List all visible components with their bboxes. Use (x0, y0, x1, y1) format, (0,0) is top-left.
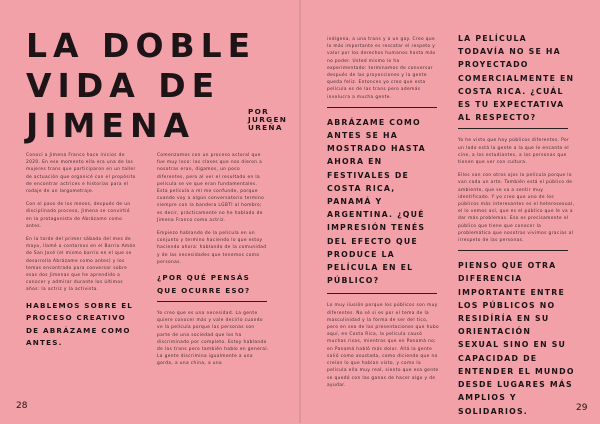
byline-por: POR (248, 107, 270, 116)
title-line-2: VIDA DE (26, 66, 221, 105)
column-3 (327, 36, 439, 395)
heading-rule (327, 107, 437, 108)
question-heading: PIENSO QUE OTRA DIFERENCIA IMPORTANTE ENTRE LOS PÚBLICOS NO RESIDÍRÍA EN SU ORIENTACIÓN SEXUAL SINO EN SU CAPACIDAD DE ENTENDER EL MUNDO DESDE LUGARES MÁS AMPLIOS Y SOLIDARIOS. (458, 261, 575, 416)
column-1 (26, 152, 136, 351)
paragraph: Yo he visto que hay públicos diferentes. Por un lado está la gente a la que le encanta el cine, a los estudiantes, a las personas que tienen que ver con cultura. (458, 138, 570, 166)
article-title (26, 26, 256, 146)
paragraph: Empiezo hablando de la película en un conjunto y termino haciendo lo que estoy haciendo ahora: hablando de la comunidad y de las necesidades que tenemos como personas. (157, 231, 267, 265)
column-2 (157, 152, 269, 374)
paragraph: Conocí a Jimena Franco hace inicios de 2020. En ese momento ella era una de las mujeres trans que participaron en un taller de actuación que organicé con el propósito de encontrar actrices e historias para el rodaje de un largometraje. (26, 153, 136, 195)
byline-first-name: JURGEN (248, 115, 288, 124)
title-line-1: LA DOBLE (26, 26, 257, 65)
paragraph: Comenzamos con un proceso actoral que fue muy loco: las clases que nos dieron a nosotras eran, digamos, un poco diferentes, pero al ver el resultado en la película se ve que eran fundamentales. Esta película a mí me confunde, porque cuando voy a algún conversatorio termino siempre con la bandera LGBTI al hombro; es decir, prácticamente no he hablado de Jimena Franco como actriz. (157, 153, 265, 223)
paragraph: Yo creo que es una necesidad. La gente quiere conocer más y vale decirlo cuando ve la película porque las personas son parte de una sociedad que los ha discriminado por completo. Estoy hablando de las trans pero también hablo en general. La gente discrimina igualmente a una gorda, a una china, a una (157, 311, 269, 367)
question-heading: ABRÁZAME COMO ANTES SE HA MOSTRADO HASTA AHORA EN FESTIVALES DE COSTA RICA, PANAMÁ Y ARGENTINA. ¿QUÉ IMPRESIÓN TENÉS DEL EFECTO QUE PRODUCE LA PELÍCULA EN EL PÚBLICO? (327, 117, 426, 286)
page-spine (299, 0, 301, 423)
paragraph: Lo muy ilusión porque los públicos son muy diferentes. No sé si es por el tema de la masculinidad y la forma de ser del tico, pero en sea de las presentaciones que hubo aquí, en Costa Rica, la película causó muchas risas, mientras que en Panamá no; en Panamá habló más dolor. Allá la gente salió como asustada, como diciendo que no creían lo que habían visto, y como la película ella muy real, siento que esa gente se quedó con las ganas de hacer algo y de ayudar. (327, 303, 440, 388)
heading-rule (327, 293, 437, 294)
paragraph: En la tarde del primer sábado del mes de mayo, llamé a contarnos en el Barrio Amón de San José (el mismo barrio en el que se desarrolla Abrázame como antes) y los temas encontrado para conversar sobre esas dos Jimenas que he aprendido a conocer y admirar durante los últimos años: la actriz y la activista. (26, 237, 136, 293)
title-line-3: JIMENA (26, 106, 196, 145)
heading-rule (458, 128, 568, 129)
byline-last-name: UREÑA (248, 123, 283, 132)
column-4 (458, 32, 576, 424)
heading-rule (458, 250, 568, 251)
question-heading: ¿POR QUÉ PENSÁS QUE OCURRE ESO? (157, 273, 251, 295)
page-number-left: 28 (16, 401, 28, 411)
page-number-right: 29 (576, 403, 588, 413)
paragraph: Ellos van con otros ojos la película porque lo van cada un arte. También está el público de ambiente, que se va a sentir muy identificado. Y yo creo que uno de los públicos más interesantes es el heterosexual, el lo vemos así, que es el público que le va a dar más problemas. Eso es precisamente el público que tiene que conocer la problemática que nosotras vivimos gracias al irrespeto de las personas. (458, 173, 575, 244)
question-heading: LA PELÍCULA TODAVÍA NO SE HA PROYECTADO COMERCIALMENTE EN COSTA RICA. ¿CUÁL ES TU EXPECTATIVA AL RESPECTO? (458, 34, 575, 123)
question-heading: HABLEMOS SOBRE EL PROCESO CREATIVO DE ABRÁZAME COMO ANTES. (26, 300, 134, 348)
paragraph: indígena, a una trans y a un gay. Creo que lo más importante es rescatar el respeto y valor por los derechos humanos hasta más no poder. Usted mismo lo ha experimentado: terminamos de conversar después de las proyecciones y la gente queda feliz. Entonces yo creo que esta película es de las trans pero además involucra a mucha gente. (327, 37, 436, 100)
byline (248, 108, 287, 132)
paragraph: Con el paso de los meses, después de un disciplinado proceso, Jimena se convirtió en la protagonista de Abrázame como antes. (26, 202, 131, 229)
heading-rule (157, 301, 267, 302)
